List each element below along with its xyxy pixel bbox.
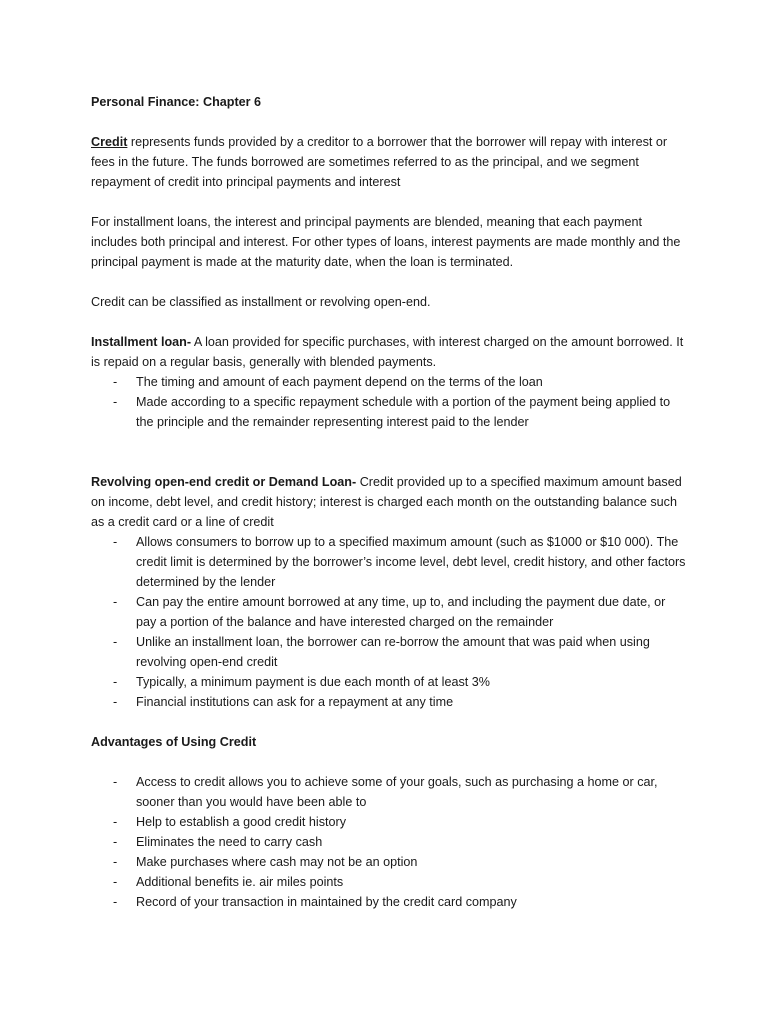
list-item [91,872,687,892]
bullet-dash: - [113,635,118,649]
installment-loan-paragraph [91,332,687,372]
list-item-text: Typically, a minimum payment is due each month of at least 3% [136,675,490,689]
bullet-dash: - [113,815,118,829]
installment-loan-text: A loan provided for specific purchases, with interest charged on the amount borrowed. It is repaid on a regular basis, generally with blended payments. [91,335,684,369]
installment-paragraph: For installment loans, the interest and principal payments are blended, meaning that each payment includes both principal and interest. For other types of loans, interest payments are made monthly and the principal payment is made at the maturity date, when the loan is terminated. [91,215,681,269]
list-item [91,672,687,692]
list-item-text: Made according to a specific repayment schedule with a portion of the payment being applied to the principle and the remainder representing interest paid to the lender [136,395,671,429]
list-item-text: Can pay the entire amount borrowed at any time, up to, and including the payment due date, or pay a portion of the balance and have interested charged on the remainder [136,595,666,629]
credit-definition-paragraph [91,132,687,192]
spacer [91,432,687,472]
bullet-dash: - [113,875,118,889]
advantages-list [91,772,687,912]
bullet-dash: - [113,395,118,409]
list-item [91,812,687,832]
list-item [91,892,687,912]
list-item-text: Help to establish a good credit history [136,815,347,829]
list-item-text: Unlike an installment loan, the borrower can re-borrow the amount that was paid when using revolving open-end credit [136,635,650,669]
list-item-text: Allows consumers to borrow up to a specified maximum amount (such as $1000 or $10 000). The credit limit is determined by the borrower’s income level, debt level, credit history, and other factors determined by the lender [136,535,686,589]
list-item [91,592,687,632]
list-item [91,832,687,852]
installment-loan-list [91,372,687,432]
list-item [91,852,687,872]
list-item-text: The timing and amount of each payment depend on the terms of the loan [136,375,543,389]
revolving-credit-text: Credit provided up to a specified maximum amount based on income, debt level, and credit history; interest is charged each month on the outstanding balance such as a credit card or a line of credit [91,475,682,529]
bullet-dash: - [113,375,118,389]
list-item-text: Access to credit allows you to achieve some of your goals, such as purchasing a home or car, sooner than you would have been able to [136,775,658,809]
installment-loan-term: Installment loan- [91,335,192,349]
spacer [91,752,687,772]
list-item-text: Eliminates the need to carry cash [136,835,323,849]
bullet-dash: - [113,895,118,909]
spacer [91,192,687,212]
list-item-text: Additional benefits ie. air miles points [136,875,344,889]
list-item-text: Financial institutions can ask for a repayment at any time [136,695,454,709]
classification-paragraph: Credit can be classified as installment or revolving open-end. [91,295,431,309]
spacer [91,712,687,732]
spacer [91,112,687,132]
list-item [91,372,687,392]
bullet-dash: - [113,675,118,689]
credit-definition-text: represents funds provided by a creditor to a borrower that the borrower will repay with interest or fees in the future. The funds borrowed are sometimes referred to as the principal, and we segment repayment of credit into principal payments and interest [91,135,668,189]
bullet-dash: - [113,855,118,869]
bullet-dash: - [113,595,118,609]
revolving-credit-term: Revolving open-end credit or Demand Loan- [91,475,357,489]
bullet-dash: - [113,535,118,549]
document-page [91,92,687,912]
credit-term: Credit [91,135,128,149]
list-item [91,392,687,432]
bullet-dash: - [113,775,118,789]
revolving-credit-paragraph [91,472,687,532]
spacer [91,272,687,292]
list-item [91,772,687,812]
list-item [91,692,687,712]
revolving-credit-list [91,532,687,712]
list-item-text: Make purchases where cash may not be an option [136,855,418,869]
spacer [91,312,687,332]
bullet-dash: - [113,835,118,849]
list-item [91,532,687,592]
list-item-text: Record of your transaction in maintained by the credit card company [136,895,517,909]
document-title: Personal Finance: Chapter 6 [91,95,262,109]
bullet-dash: - [113,695,118,709]
list-item [91,632,687,672]
advantages-heading: Advantages of Using Credit [91,735,257,749]
